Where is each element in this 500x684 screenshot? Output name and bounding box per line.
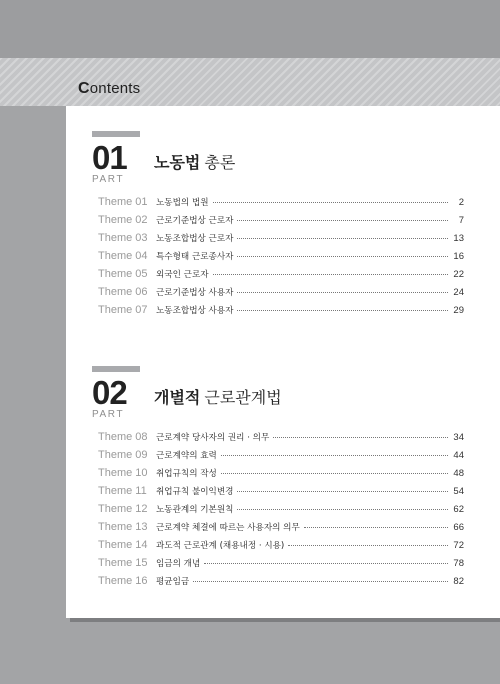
toc-row[interactable] [98, 485, 464, 503]
part-01-marker [92, 131, 140, 185]
part-01-title [154, 150, 235, 173]
dot-leader [304, 527, 448, 528]
theme-label: Theme 13 [98, 521, 148, 533]
contents-page [66, 106, 500, 618]
part-marker-bar [92, 366, 140, 372]
theme-label: Theme 05 [98, 268, 148, 280]
theme-title: 평균임금 [156, 577, 190, 587]
contents-heading-initial: C [78, 80, 90, 97]
toc-row[interactable] [98, 467, 464, 485]
part-02-title [154, 385, 282, 408]
dot-leader [221, 455, 448, 456]
toc-row[interactable] [98, 503, 464, 521]
page-number: 78 [453, 558, 464, 569]
toc-row[interactable] [98, 539, 464, 557]
theme-title: 취업규칙 불이익변경 [156, 487, 234, 497]
page-number: 2 [458, 197, 464, 208]
contents-heading-rest: ontents [89, 80, 141, 97]
theme-label: Theme 02 [98, 214, 148, 226]
toc-row[interactable] [98, 521, 464, 539]
dot-leader [273, 437, 448, 438]
toc-row[interactable] [98, 214, 464, 232]
dot-leader [237, 491, 448, 492]
theme-label: Theme 04 [98, 250, 148, 262]
page-number: 22 [453, 269, 464, 280]
toc-row[interactable] [98, 250, 464, 268]
page-number: 24 [453, 287, 464, 298]
part-title-normal: 총론 [204, 153, 236, 172]
page-number: 34 [453, 432, 464, 443]
dot-leader [237, 509, 448, 510]
page-number: 13 [453, 233, 464, 244]
page-number: 16 [453, 251, 464, 262]
toc-row[interactable] [98, 304, 464, 322]
page-number: 66 [453, 522, 464, 533]
part-label: PART [92, 174, 125, 185]
part-number: 01 [92, 139, 127, 176]
theme-label: Theme 11 [98, 485, 147, 497]
theme-label: Theme 09 [98, 449, 148, 461]
dot-leader [237, 220, 448, 221]
part-01-entries [98, 196, 464, 322]
top-background [0, 0, 500, 58]
page-number: 62 [453, 504, 464, 515]
striped-band [0, 58, 500, 106]
toc-row[interactable] [98, 232, 464, 250]
theme-label: Theme 15 [98, 557, 148, 569]
toc-row[interactable] [98, 431, 464, 449]
contents-heading [78, 80, 140, 98]
theme-title: 임금의 개념 [156, 559, 201, 569]
toc-row[interactable] [98, 575, 464, 593]
theme-label: Theme 08 [98, 431, 148, 443]
dot-leader [213, 202, 448, 203]
toc-row[interactable] [98, 449, 464, 467]
theme-label: Theme 10 [98, 467, 148, 479]
dot-leader [237, 292, 448, 293]
part-title-bold: 노동법 [154, 153, 201, 172]
part-title-normal: 근로관계법 [204, 388, 282, 407]
theme-title: 노동조합법상 사용자 [156, 306, 234, 316]
part-label: PART [92, 409, 125, 420]
theme-label: Theme 01 [98, 196, 148, 208]
theme-title: 근로계약 당사자의 권리 · 의무 [156, 433, 270, 443]
theme-label: Theme 14 [98, 539, 148, 551]
dot-leader [193, 581, 448, 582]
toc-row[interactable] [98, 196, 464, 214]
dot-leader [288, 545, 448, 546]
dot-leader [213, 274, 448, 275]
dot-leader [237, 238, 448, 239]
dot-leader [237, 310, 448, 311]
theme-title: 근로기준법상 근로자 [156, 216, 234, 226]
theme-label: Theme 16 [98, 575, 148, 587]
theme-title: 노동조합법상 근로자 [156, 234, 234, 244]
theme-title: 취업규칙의 작성 [156, 469, 217, 479]
part-title-bold: 개별적 [154, 388, 201, 407]
theme-label: Theme 12 [98, 503, 148, 515]
theme-label: Theme 07 [98, 304, 148, 316]
toc-row[interactable] [98, 286, 464, 304]
theme-title: 근로계약의 효력 [156, 451, 217, 461]
theme-title: 근로기준법상 사용자 [156, 288, 234, 298]
theme-title: 노동법의 법원 [156, 198, 209, 208]
theme-title: 특수형태 근로종사자 [156, 252, 234, 262]
page-number: 54 [453, 486, 464, 497]
theme-label: Theme 03 [98, 232, 148, 244]
toc-row[interactable] [98, 268, 464, 286]
page-number: 7 [458, 215, 464, 226]
part-marker-bar [92, 131, 140, 137]
page-number: 29 [453, 305, 464, 316]
part-number: 02 [92, 374, 127, 411]
theme-title: 과도적 근로관계 (채용내정 · 시용) [156, 541, 285, 551]
dot-leader [221, 473, 448, 474]
part-02-marker [92, 366, 140, 420]
theme-title: 외국인 근로자 [156, 270, 209, 280]
theme-title: 노동관계의 기본원칙 [156, 505, 234, 515]
theme-label: Theme 06 [98, 286, 148, 298]
page-number: 72 [453, 540, 464, 551]
page-number: 82 [453, 576, 464, 587]
dot-leader [204, 563, 448, 564]
page-number: 48 [453, 468, 464, 479]
page-number: 44 [453, 450, 464, 461]
dot-leader [237, 256, 448, 257]
theme-title: 근로계약 체결에 따르는 사용자의 의무 [156, 523, 300, 533]
part-02-entries [98, 431, 464, 593]
toc-row[interactable] [98, 557, 464, 575]
